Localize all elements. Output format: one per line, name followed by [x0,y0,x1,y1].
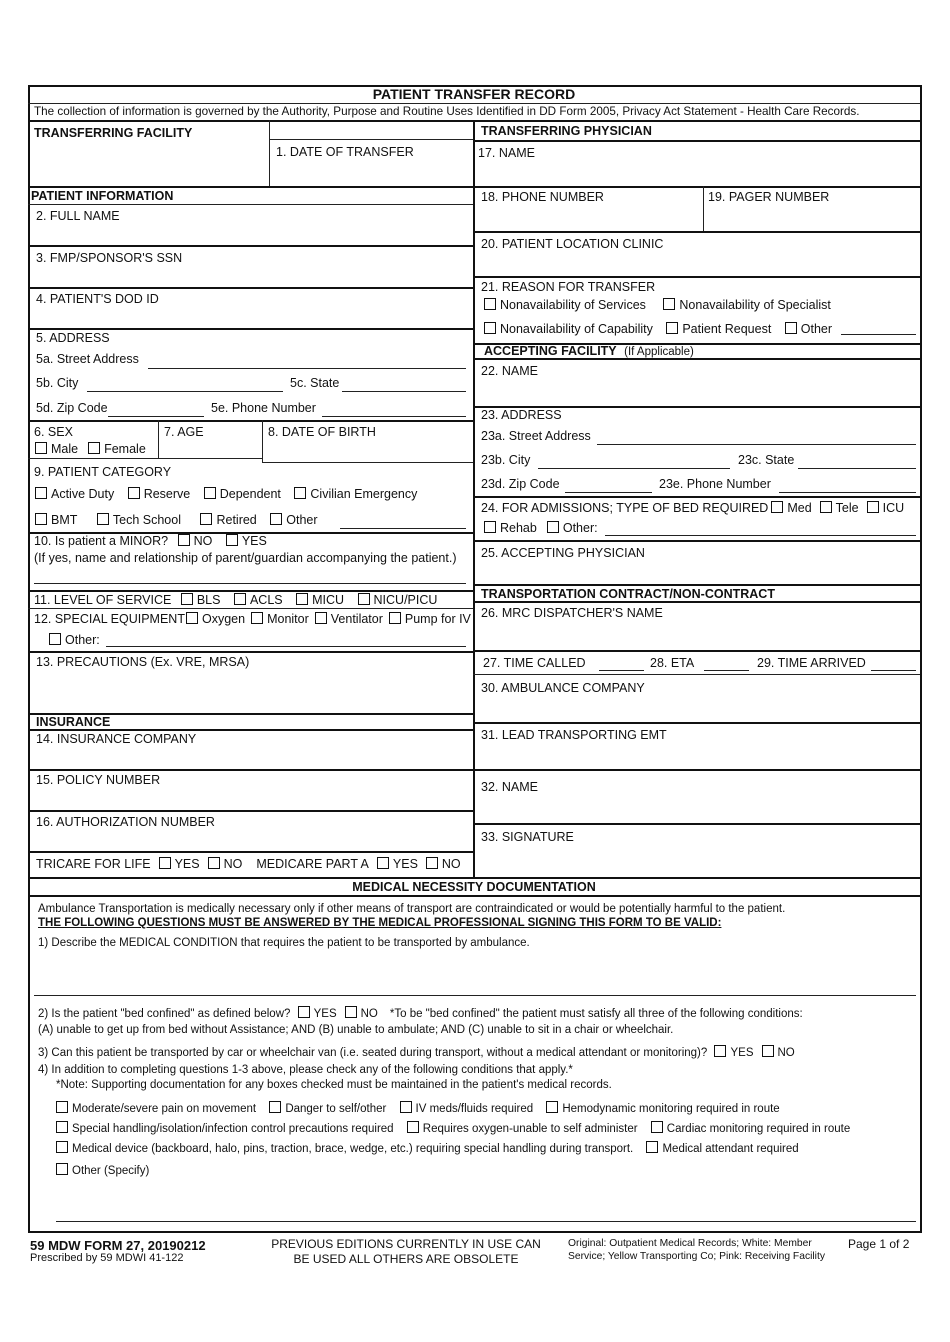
patient-information-header: PATIENT INFORMATION [31,189,174,203]
mrc26-label: 26. MRC DISPATCHER'S NAME [481,606,663,620]
pump-iv-checkbox[interactable] [389,612,401,624]
eta-line[interactable] [704,670,749,671]
distribution-line-1: Original: Outpatient Medical Records; White: Member [568,1238,812,1249]
time-called27-label: 27. TIME CALLED [483,656,586,670]
male-checkbox[interactable] [35,442,47,454]
full-name-input[interactable] [36,226,470,246]
monitor-checkbox[interactable] [251,612,263,624]
dependent-checkbox[interactable] [204,487,216,499]
active-duty-checkbox[interactable] [35,487,47,499]
name32-label: 32. NAME [481,780,538,794]
question-2-conditions: (A) unable to get up from bed without Assistance; AND (B) unable to ambulate; AND (C) unable to sit in a chair or wheelchair. [38,1024,674,1036]
retired-checkbox[interactable] [200,513,212,525]
name17-label: 17. NAME [478,146,535,160]
state23c-line[interactable] [798,468,916,469]
column-divider [473,120,475,877]
ambulance30-label: 30. AMBULANCE COMPANY [481,681,645,695]
special-handling-checkbox[interactable] [56,1121,68,1133]
cardiac-monitoring-checkbox[interactable] [651,1121,663,1133]
bed-rehab-other: Rehab Other: [484,521,598,535]
reason21-label: 21. REASON FOR TRANSFER [481,280,656,294]
medicare-yes-checkbox[interactable] [377,857,389,869]
phone-number-input[interactable] [481,207,701,229]
other-specify-line[interactable] [56,1221,916,1222]
car-transport-yes-checkbox[interactable] [714,1045,726,1057]
patient-request-checkbox[interactable] [666,322,678,334]
medical-intro: Ambulance Transportation is medically necessary only if other means of transport are contraindicated or would be potentially harmful to the patient. [38,903,786,915]
city23b-line[interactable] [538,468,730,469]
state-label: 5c. State [290,376,340,390]
nicu-picu-checkbox[interactable] [358,593,370,605]
accepting-facility-header: ACCEPTING FACILITY (If Applicable) [484,344,694,358]
emt-name-input[interactable] [481,798,917,818]
phone23e-line[interactable] [779,492,916,493]
question-2: 2) Is the patient "bed confined" as defined below? YES NO *To be "bed confined" the patient must satisfy all three of the following conditions: [38,1008,803,1020]
reserve-checkbox[interactable] [128,487,140,499]
ssn-label: 3. FMP/SPONSOR'S SSN [36,251,183,265]
medical-device-checkbox[interactable] [56,1141,68,1153]
authorization-number-label: 16. AUTHORIZATION NUMBER [36,815,215,829]
danger-self-checkbox[interactable] [269,1101,281,1113]
reason-other-line[interactable] [841,334,916,335]
form-id: 59 MDW FORM 27, 20190212 [30,1238,206,1253]
form-title: PATIENT TRANSFER RECORD [372,86,576,102]
hemodynamic-checkbox[interactable] [546,1101,558,1113]
medical-condition-input[interactable] [38,954,912,994]
reason-row-1: Nonavailability of Services Nonavailability of Specialist [484,298,831,312]
street23a-label: 23a. Street Address [481,429,591,443]
sex-options: Male Female [35,442,146,456]
transferring-facility-input[interactable] [34,144,266,184]
lead-emt-input[interactable] [481,746,917,766]
location-input[interactable] [481,254,917,274]
bed-confined-yes-checkbox[interactable] [298,1006,310,1018]
name22-label: 22. NAME [481,364,538,378]
accepting-facility-name-input[interactable] [481,382,917,402]
insurance-company-label: 14. INSURANCE COMPANY [36,732,197,746]
nonavail-capability-checkbox[interactable] [484,322,496,334]
oxygen-checkbox[interactable] [186,612,198,624]
reason-row-2: Nonavailability of Capability Patient Request Other [484,322,832,336]
transferring-physician-header: TRANSFERRING PHYSICIAN [481,124,652,138]
physician-name-input[interactable] [478,164,918,184]
prescribed-by: Prescribed by 59 MDWI 41-122 [30,1252,184,1264]
state-line[interactable] [342,391,466,392]
zip-line[interactable] [108,416,204,417]
privacy-statement: The collection of information is governed by the Authority, Purpose and Routine Uses Identified in DD Form 2005, Privacy Act Statement - Health Care Records. [34,105,860,118]
frame-left [28,85,30,1232]
phone23e-label: 23e. Phone Number [659,477,771,491]
car-transport-no-checkbox[interactable] [762,1045,774,1057]
arrived29-label: 29. TIME ARRIVED [757,656,866,670]
other-category-checkbox[interactable] [270,513,282,525]
dob-label: 8. DATE OF BIRTH [268,425,376,439]
bed-tele-checkbox[interactable] [820,501,832,513]
question-1: 1) Describe the MEDICAL CONDITION that requires the patient to be transported by ambulance. [38,937,530,949]
bed-med-checkbox[interactable] [771,501,783,513]
editions-line-1: PREVIOUS EDITIONS CURRENTLY IN USE CAN [271,1237,541,1251]
signature33-label: 33. SIGNATURE [481,830,574,844]
minor-question: 10. Is patient a MINOR? NO YES [34,534,267,548]
conditions-row-3: Medical device (backboard, halo, pins, traction, brace, wedge, etc.) requiring special handling during transport. Medical attendant required [56,1141,799,1155]
bed-other-checkbox[interactable] [547,521,559,533]
street23a-line[interactable] [597,444,916,445]
state23c-label: 23c. State [738,453,795,467]
tricare-no-checkbox[interactable] [208,857,220,869]
frame-bottom [28,1231,922,1233]
mrc-dispatcher-input[interactable] [481,624,917,644]
question-3: 3) Can this patient be transported by car or wheelchair van (i.e. seated during transport, without a medical attendant or monitoring)? YES NO [38,1047,795,1059]
micu-checkbox[interactable] [296,593,308,605]
ssn-input[interactable] [36,268,470,288]
medical-attendant-checkbox[interactable] [646,1141,658,1153]
civilian-emergency-checkbox[interactable] [294,487,306,499]
age-label: 7. AGE [164,425,204,439]
transport-header: TRANSPORTATION CONTRACT/NON-CONTRACT [481,587,775,601]
time-called-line[interactable] [599,670,644,671]
full-name-label: 2. FULL NAME [36,209,120,223]
location20-label: 20. PATIENT LOCATION CLINIC [481,237,664,251]
dod-id-input[interactable] [36,309,470,329]
transferring-facility-label: TRANSFERRING FACILITY [34,126,193,140]
tech-school-checkbox[interactable] [97,513,109,525]
pager19-label: 19. PAGER NUMBER [708,190,830,204]
insurance-company-input[interactable] [36,749,470,769]
other-specify-checkbox[interactable] [56,1163,68,1175]
date-of-transfer-label: 1. DATE OF TRANSFER [276,145,414,159]
conditions-other: Other (Specify) [56,1163,149,1177]
authorization-number-input[interactable] [36,832,470,850]
reason-other-checkbox[interactable] [785,322,797,334]
distribution-line-2: Service; Yellow Transporting Co; Pink: Receiving Facility [568,1251,825,1262]
ventilator-checkbox[interactable] [315,612,327,624]
category-row-2: BMT Tech School Retired Other [35,513,318,527]
insurance-header: INSURANCE [36,715,111,729]
date-of-transfer-input[interactable] [276,162,470,184]
conditions-row-1: Moderate/severe pain on movement Danger to self/other IV meds/fluids required Hemodynamic monitoring required in route [56,1101,780,1115]
editions-line-2: BE USED ALL OTHERS ARE OBSOLETE [293,1252,519,1266]
equipment-other: Other: [49,633,100,647]
policy-number-label: 15. POLICY NUMBER [36,773,161,787]
precautions-input[interactable] [36,673,470,711]
sex-label: 6. SEX [34,425,73,439]
other-category-line[interactable] [340,528,466,529]
zip23d-label: 23d. Zip Code [481,477,560,491]
bed-other-line[interactable] [605,535,916,536]
dod-id-label: 4. PATIENT'S DOD ID [36,292,159,306]
city-line[interactable] [87,391,283,392]
equipment-other-checkbox[interactable] [49,633,61,645]
accepting-physician-input[interactable] [481,563,917,583]
category-row-1: Active Duty Reserve Dependent Civilian Emergency [35,487,417,501]
city-label: 5b. City [36,376,79,390]
frame-right [920,85,922,1232]
level-of-service: 11. LEVEL OF SERVICE BLS ACLS MICU NICU/PICU [34,593,438,607]
bmt-checkbox[interactable] [35,513,47,525]
medicare-no-checkbox[interactable] [426,857,438,869]
signature-input[interactable] [481,848,917,872]
iv-meds-checkbox[interactable] [400,1101,412,1113]
phone18-label: 18. PHONE NUMBER [481,190,604,204]
accepting-physician25-label: 25. ACCEPTING PHYSICIAN [481,546,645,560]
city23b-label: 23b. City [481,453,531,467]
equipment-other-line[interactable] [106,646,466,647]
nonavail-specialist-checkbox[interactable] [663,298,675,310]
street-address-line[interactable] [148,368,466,369]
tricare-medicare: TRICARE FOR LIFE YES NO MEDICARE PART A YES NO [36,857,461,871]
phone-label: 5e. Phone Number [211,401,316,415]
time-arrived-line[interactable] [871,670,916,671]
minor-no-checkbox[interactable] [178,534,190,546]
pain-movement-checkbox[interactable] [56,1101,68,1113]
address-label: 5. ADDRESS [36,331,110,345]
conditions-row-2: Special handling/isolation/infection control precautions required Requires oxygen-unable to self administer Cardiac monitoring required in route [56,1121,850,1135]
bls-checkbox[interactable] [181,593,193,605]
pager-number-input[interactable] [708,207,918,229]
patient-category-label: 9. PATIENT CATEGORY [34,465,172,479]
tricare-yes-checkbox[interactable] [159,857,171,869]
minor-note: (If yes, name and relationship of parent/guardian accompanying the patient.) [34,551,457,565]
acls-checkbox[interactable] [234,593,246,605]
address23-label: 23. ADDRESS [481,408,562,422]
bed-confined-no-checkbox[interactable] [345,1006,357,1018]
bed-icu-checkbox[interactable] [867,501,879,513]
question-4: 4) In addition to completing questions 1-3 above, please check any of the following conditions that apply.* [38,1064,573,1076]
policy-number-input[interactable] [36,790,470,810]
question-4-note: *Note: Supporting documentation for any boxes checked must be maintained in the patient's medical records. [56,1079,612,1091]
precautions-label: 13. PRECAUTIONS (Ex. VRE, MRSA) [36,655,250,669]
ambulance-company-input[interactable] [481,699,917,719]
street-address-label: 5a. Street Address [36,352,139,366]
guardian-line[interactable] [34,583,466,584]
nonavail-services-checkbox[interactable] [484,298,496,310]
oxygen-required-checkbox[interactable] [407,1121,419,1133]
medical-necessity-header: MEDICAL NECESSITY DOCUMENTATION [352,880,596,894]
bed-rehab-checkbox[interactable] [484,521,496,533]
special-equipment: 12. SPECIAL EQUIPMENT Oxygen Monitor Ventilator Pump for IV [34,612,471,626]
phone-line[interactable] [322,416,466,417]
emt31-label: 31. LEAD TRANSPORTING EMT [481,728,667,742]
zip23d-line[interactable] [565,492,652,493]
page-number: Page 1 of 2 [848,1237,910,1251]
zip-label: 5d. Zip Code [36,401,108,415]
medical-warning: THE FOLLOWING QUESTIONS MUST BE ANSWERED BY THE MEDICAL PROFESSIONAL SIGNING THIS FORM TO BE VALID: [38,917,722,929]
eta28-label: 28. ETA [650,656,695,670]
female-checkbox[interactable] [88,442,100,454]
admissions24: 24. FOR ADMISSIONS; TYPE OF BED REQUIRED Med Tele ICU [481,501,905,515]
minor-yes-checkbox[interactable] [226,534,238,546]
